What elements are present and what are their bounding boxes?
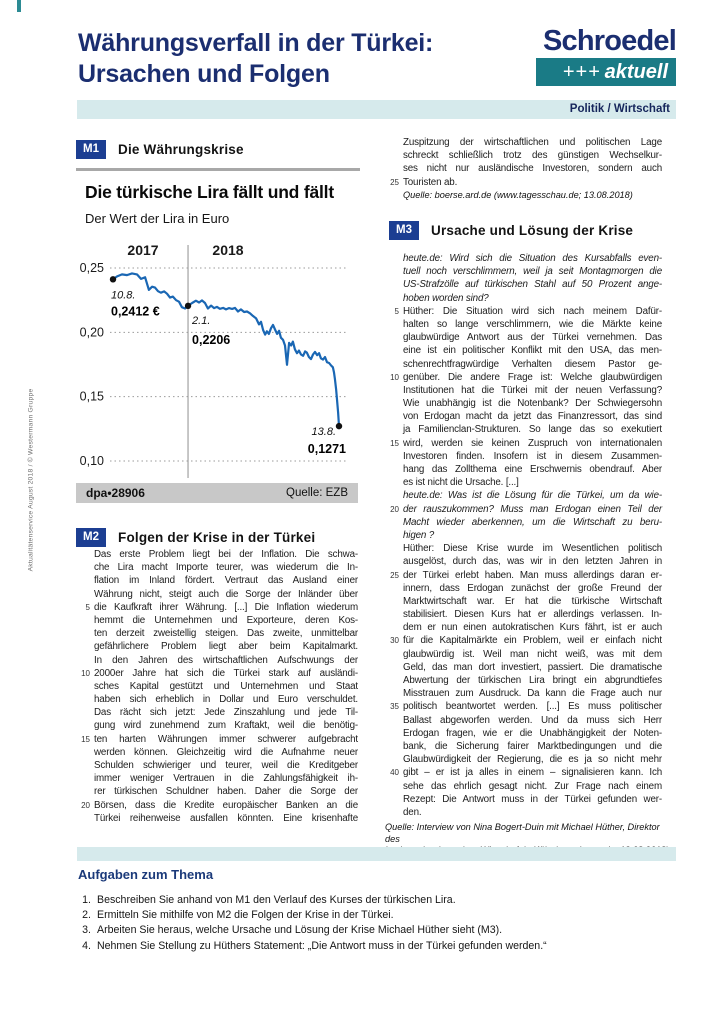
- chart-footer-bar: [76, 483, 358, 503]
- task-text: Beschreiben Sie anhand von M1 den Verlauf des Kurses der türkischen Lira.: [97, 894, 456, 906]
- text-line: Zuspitzung der wirtschaftlichen und politischen Lage: [403, 137, 662, 148]
- page-title: [78, 28, 433, 90]
- text-line: gefährlichere Problem liegt aber beim Kapitalmarkt.: [94, 641, 358, 653]
- m1-title: Die Währungskrise: [118, 142, 244, 157]
- chart-source: Quelle: EZB: [286, 487, 348, 499]
- year-label: 2017: [127, 242, 159, 258]
- line-number: 5: [85, 602, 90, 612]
- annotation-value: 0,2412 €: [111, 304, 160, 319]
- text-line: Ballast abgeworfen werden. Und da muss sich Herr: [403, 714, 662, 726]
- chart-subtitle: Der Wert der Lira in Euro: [85, 211, 230, 226]
- publisher-tagline: [536, 58, 676, 86]
- page-title-line2: Ursachen und Folgen: [78, 60, 330, 88]
- data-point-dot: [336, 423, 342, 429]
- tasks-heading: Aufgaben zum Thema: [78, 867, 214, 882]
- text-line: ses nicht nur ausländische Investoren, sondern auch: [403, 163, 662, 175]
- task-item: [78, 893, 658, 908]
- text-line: Hüther: Diese Krise wurde im Wesentlichen politisch: [403, 543, 662, 555]
- text-line: 30 für die Kapitalmärkte ein Problem, weil er einfach nicht: [403, 634, 662, 647]
- y-tick-label: 0,15: [79, 389, 104, 404]
- text-line: 35 politisch beantwortet werden. [...] Es muss politischer: [403, 700, 662, 713]
- text-line: 20 Börsen, dass die Kredite europäischer Banken an die: [94, 799, 358, 812]
- task-text: Nehmen Sie Stellung zu Hüthers Statement: „Die Antwort muss in der Türkei gefunden werden.“: [97, 939, 547, 952]
- text-line: heute.de: Was ist die Lösung für die Türkei, um da wie-: [403, 490, 662, 502]
- text-line: immer weniger Vertrauen in die Zahlungsfähigkeit ih-: [94, 773, 358, 785]
- text-line: Das rächt sich jetzt: Jede Zinszahlung und jede Til-: [94, 707, 358, 719]
- text-line: 15 wird, werden sie keinen Zuspruch von internationalen: [403, 437, 662, 450]
- m3-source-line1: Quelle: Interview von Nina Bogert-Duin mit Michael Hüther, Direktor des: [385, 822, 660, 844]
- text-line: Glaubwürdigkeit der Regierung, die es ja so nicht mehr: [403, 754, 662, 766]
- annotation-value: 0,2206: [192, 332, 231, 347]
- text-line: Rezept: Die Antwort muss in der Türkei gefunden wer-: [403, 793, 662, 805]
- y-tick-label: 0,10: [79, 454, 104, 468]
- line-number: 40: [390, 768, 399, 778]
- paragraph: [403, 252, 662, 305]
- m2-text-continuation: [390, 136, 662, 189]
- line-number: 10: [81, 668, 90, 678]
- text-line: Türkei reihenweise ausfallen könnten. Eine krisenhafte: [94, 812, 358, 824]
- text-line: Misstrauen zum Ausdruck. Da kann die Frage auch nur: [403, 688, 662, 700]
- text-line: sehe das ehrlich gesagt nicht. Zur Frage nach einem: [403, 780, 662, 792]
- text-line: hemmt die Unternehmen und Exporteure, deren Kos-: [94, 614, 358, 626]
- text-line: 10 2000er Jahre hat sich die Türkei stark auf ausländi-: [94, 667, 358, 680]
- text-line: In den Jahren des wirtschaftlichen Aufschwungs der: [94, 654, 358, 666]
- line-number: 25: [390, 570, 399, 580]
- data-point-dot: [185, 303, 191, 309]
- sidebar-credit: Aktualitätenservice August 2018 / © Westermann Gruppe: [27, 388, 35, 572]
- paragraph: [390, 136, 662, 189]
- m2-source: Quelle: boerse.ard.de (www.tagesschau.de; 13.08.2018): [403, 190, 633, 200]
- text-line: Das erste Problem liegt bei der Inflation. Die schwa-: [94, 549, 358, 560]
- text-line: Schulden schwieriger und teurer, weil die Kreditgeber: [94, 760, 358, 771]
- category-band: Politik / Wirtschaft: [77, 100, 676, 119]
- chart-title: Die türkische Lira fällt und fällt: [85, 182, 334, 202]
- text-line: 5 Hüther: Die Situation wird sich nach meinem Dafür-: [403, 305, 662, 318]
- task-text: Ermitteln Sie mithilfe von M2 die Folgen der Krise in der Türkei.: [97, 909, 394, 922]
- line-number: 20: [390, 504, 399, 514]
- text-line: Marktwirtschaft war. Er hat die türkische Wirtschaft: [403, 595, 662, 607]
- line-number: 30: [390, 636, 399, 646]
- annotation-date: 10.8.: [111, 289, 136, 302]
- line-number: 15: [81, 734, 90, 744]
- text-line: schreckt schließlich trotz des günstigen Wechselkur-: [403, 150, 662, 162]
- text-line: tuell noch verschlimmern, weil ja seit Montagmorgen die: [403, 266, 662, 278]
- text-line: bank, die Sicherung fairer Marktbedingungen und die: [403, 740, 662, 752]
- text-line: Abwertung der türkischen Lira bringt ein abgrundtiefes: [403, 675, 662, 686]
- task-number: 4.: [82, 939, 91, 952]
- m1-badge: M1: [76, 140, 106, 159]
- text-line: innern, dass Erdogan zunächst der große Freund der: [403, 582, 662, 594]
- text-line: Währung nicht, steigt auch die Sorge der Inländer über: [94, 588, 358, 600]
- text-line: stabilisiert. Diesen Kurs hat er allerdings verlassen. In-: [403, 609, 662, 621]
- annotation-date: 2.1.: [192, 314, 211, 327]
- text-line: flation im Inland fördert. Vertraut das Ausland einer: [94, 575, 358, 587]
- line-number: 25: [390, 177, 399, 187]
- y-tick-label: 0,25: [79, 261, 104, 275]
- lira-chart: [76, 180, 360, 504]
- text-line: dem er nun einen autokratischen Kurs fährt, ist er auch: [403, 622, 662, 634]
- task-item: [78, 923, 658, 938]
- tasks-list: [78, 893, 658, 954]
- text-line: glaubwürdig ist. Weil man nicht weiß, was mit dem: [403, 648, 662, 660]
- text-line: che Lira macht Importe teurer, was wiederum die In-: [94, 562, 358, 574]
- text-line: Erdogan fragen, wie er die Unabhängigkeit der Noten-: [403, 727, 662, 739]
- text-line: 25 Touristen ab.: [403, 176, 662, 189]
- data-point-dot: [110, 276, 116, 282]
- text-line: Investoren finden. Insofern ist in diesem Zusammen-: [403, 450, 662, 462]
- task-item: [78, 939, 658, 954]
- line-number: 5: [394, 306, 399, 316]
- text-line: sches Kapital gestützt und Unternehmen und Staat: [94, 680, 358, 692]
- text-line: Institutionen hat die Türkei mit der neuen Verfassung?: [403, 384, 662, 396]
- text-line: Geld, das man dort investiert, passiert. Die dramatische: [403, 661, 662, 673]
- text-line: higen ?: [403, 529, 435, 541]
- text-line: schenrechtfragwürdige Verhalten diesem Pastor ge-: [403, 358, 662, 370]
- m2-text: [81, 548, 358, 825]
- line-number: 20: [81, 800, 90, 810]
- text-line: Macht wieder aberkennen, um die Wirtschaft zu beru-: [403, 516, 662, 528]
- chart-credit: dpa•28906: [86, 486, 145, 500]
- m2-badge: M2: [76, 528, 106, 547]
- line-number: 35: [390, 702, 399, 712]
- paragraph: [390, 542, 662, 819]
- text-line: werden können. Gleichzeitig wird die Aufnahme neuer: [94, 746, 358, 758]
- annotation-date: 13.8.: [311, 426, 336, 439]
- publisher-name: Schroedel: [542, 25, 676, 57]
- text-line: von Erdogan macht da jetzt das Finanzressort, das sind: [403, 411, 662, 423]
- line-number: 15: [390, 438, 399, 448]
- text-line: heute.de: Wird sich die Situation des Kursabfalls even-: [403, 253, 662, 264]
- text-line: rer türkischen Schuldner haben. Daher die Sorge der: [94, 786, 358, 798]
- lira-line: [113, 273, 339, 426]
- text-line: gung wird zunehmend zum Kraftakt, weil die benötig-: [94, 720, 358, 732]
- task-number: 1.: [82, 894, 91, 906]
- page-title-line1: Währungsverfall in der Türkei:: [78, 29, 434, 57]
- m3-badge: M3: [389, 221, 419, 240]
- tagline-plus: +++: [562, 61, 601, 83]
- tasks-divider-band: [77, 847, 676, 861]
- text-line: es ist nicht die Ursache. [...]: [403, 477, 519, 489]
- text-line: 40 gibt – er ist ja alles in einem – signalisieren kann. Ich: [403, 766, 662, 779]
- m3-text: [390, 252, 662, 819]
- paragraph: [81, 548, 358, 825]
- task-number: 2.: [82, 909, 91, 922]
- task-text: Arbeiten Sie heraus, welche Ursache und Lösung der Krise Michael Hüther sieht (M3).: [97, 924, 503, 937]
- text-line: 25 der Türkei erlebt haben. Man muss allerdings daran er-: [403, 569, 662, 582]
- text-line: US-Strafzölle auf türkischen Stahl auf 50 Prozent ange-: [403, 279, 662, 291]
- text-line: eine ist ein politischer Konflikt mit den USA, das men-: [403, 345, 662, 357]
- corner-registration-mark: [17, 0, 21, 12]
- text-line: hang das Zollthema eine Erschwernis obendrauf. Aber: [403, 464, 662, 475]
- text-line: ausgelöst, durch das, was wir in den letzten Jahren in: [403, 556, 662, 568]
- m3-title: Ursache und Lösung der Krise: [431, 223, 634, 238]
- task-item: [78, 908, 658, 923]
- text-line: ja Familienclan-Strukturen. So lange das so exekutiert: [403, 424, 662, 436]
- text-line: glaubwürdige Antwort aus der Türkei vernehmen. Das: [403, 332, 662, 344]
- year-label: 2018: [212, 242, 244, 258]
- text-line: 5 die Kaufkraft ihrer Währung. [...] Die Inflation wiederum: [94, 601, 358, 614]
- text-line: haben sich erheblich in Dollar und Euro verschuldet.: [94, 694, 358, 706]
- text-line: 15 ten harten Währungen immer schwerer aufgebracht: [94, 733, 358, 746]
- text-line: den.: [403, 806, 422, 818]
- tagline-word: aktuell: [604, 61, 668, 83]
- text-line: Wie unabhängig ist die Notenbank? Der Schwiegersohn: [403, 398, 662, 410]
- paragraph: [390, 489, 662, 542]
- y-tick-label: 0,20: [79, 325, 104, 340]
- annotation-value: 0,1271: [307, 442, 346, 457]
- text-line: 20 der rauszukommen? Muss man Erdogan einen Teil der: [403, 503, 662, 516]
- text-line: 10 genüber. Die andere Frage ist: Welche glaubwürdigen: [403, 371, 662, 384]
- chart-plot: [76, 242, 360, 482]
- text-line: ten derzeit zweistellig steigen. Das zweite, unmittelbar: [94, 628, 358, 640]
- task-number: 3.: [82, 924, 91, 937]
- m1-divider-rule: [76, 168, 360, 171]
- publisher-logo: [456, 26, 676, 86]
- m2-title: Folgen der Krise in der Türkei: [118, 530, 316, 545]
- line-number: 10: [390, 372, 399, 382]
- text-line: halten so lange verschlimmern, wie die Märkte keine: [403, 318, 662, 330]
- text-line: hoben worden sind?: [403, 292, 489, 304]
- paragraph: [390, 305, 662, 490]
